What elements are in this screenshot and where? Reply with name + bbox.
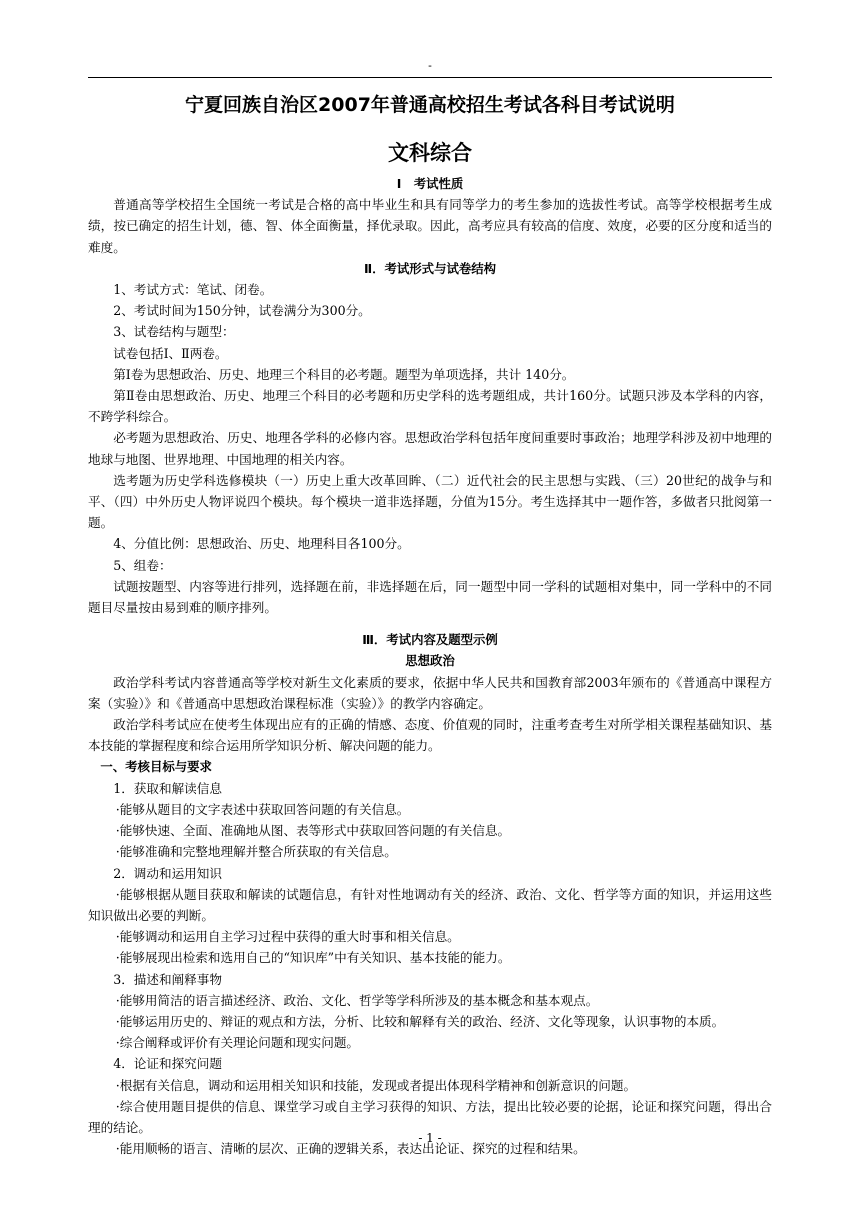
document-subtitle: 文科综合 bbox=[388, 141, 472, 165]
section-heading: Ⅲ．考试内容及题型示例 bbox=[362, 632, 498, 648]
list-item: ·能够快速、全面、准确地从图、表等形式中获取回答问题的有关信息。 bbox=[115, 823, 511, 839]
list-item: 4．论证和探究问题 bbox=[113, 1056, 222, 1072]
list-item: ·能够根据从题目获取和解读的试题信息，有针对性地调动有关的经济、政治、文化、哲学等方面的知识，并运用这些知识做出必要的判断。 bbox=[88, 886, 772, 923]
list-item: 3．描述和阐释事物 bbox=[113, 971, 222, 987]
list-item: ·综合使用题目提供的信息、课堂学习或自主学习获得的知识、方法，提出比较必要的论据，论证和探究问题，得出合理的结论。 bbox=[88, 1098, 772, 1135]
paragraph: 1、考试方式：笔试、闭卷。 bbox=[113, 282, 273, 298]
list-item: ·能用顺畅的语言、清晰的层次、正确的逻辑关系，表达出论证、探究的过程和结果。 bbox=[115, 1141, 586, 1157]
paragraph: 第Ⅰ卷为思想政治、历史、地理三个科目的必考题。题型为单项选择，共计 140分。 bbox=[113, 366, 575, 382]
header-mark: - bbox=[428, 59, 432, 72]
document-body bbox=[88, 173, 772, 1159]
paragraph: 2、考试时间为150分钟，试卷满分为300分。 bbox=[113, 303, 371, 319]
spacer bbox=[88, 618, 772, 629]
list-item: ·综合阐释或评价有关理论问题和现实问题。 bbox=[115, 1035, 360, 1051]
section-heading: Ⅰ 考试性质 bbox=[396, 176, 464, 191]
part-heading: 一、考核目标与要求 bbox=[100, 759, 212, 775]
paragraph: 选考题为历史学科选修模块（一）历史上重大改革回眸、（二）近代社会的民主思想与实践、（三）20世纪的战争与和平、（四）中外历史人物评说四个模块。每个模块一道非选择题，分值为15分。考生选择其中一题作答，多做者只批阅第一题。 bbox=[88, 472, 772, 531]
list-item: ·能够准确和完整地理解并整合所获取的有关信息。 bbox=[115, 844, 397, 860]
list-item: ·能够展现出检索和选用自己的“知识库”中有关知识、基本技能的能力。 bbox=[115, 950, 511, 966]
list-item: ·能够用简洁的语言描述经济、政治、文化、哲学等学科所涉及的基本概念和基本观点。 bbox=[115, 992, 599, 1008]
paragraph: 4、分值比例：思想政治、历史、地理科目各100分。 bbox=[113, 536, 410, 552]
list-item: 1．获取和解读信息 bbox=[113, 780, 222, 796]
paragraph: 普通高等学校招生全国统一考试是合格的高中毕业生和具有同等学力的考生参加的选拔性考试。高等学校根据考生成绩，按已确定的招生计划，德、智、体全面衡量，择优录取。因此，高考应具有较高的信度、效度，必要的区分度和适当的难度。 bbox=[88, 197, 772, 255]
list-item: ·能够运用历史的、辩证的观点和方法，分析、比较和解释有关的政治、经济、文化等现象，认识事物的本质。 bbox=[115, 1013, 725, 1029]
page-number: - 1 - bbox=[418, 1131, 442, 1145]
section-heading: Ⅱ．考试形式与试卷结构 bbox=[363, 260, 497, 276]
list-item: ·能够调动和运用自主学习过程中获得的重大时事和相关信息。 bbox=[115, 929, 460, 945]
header-rule bbox=[88, 77, 772, 78]
paragraph: 试题按题型、内容等进行排列，选择题在前，非选择题在后，同一题型中同一学科的试题相对集中，同一学科中的不同题目尽量按由易到难的顺序排列。 bbox=[88, 578, 772, 616]
subject-heading: 思想政治 bbox=[405, 653, 455, 669]
paragraph: 必考题为思想政治、历史、地理各学科的必修内容。思想政治学科包括年度间重要时事政治；地理学科涉及初中地理的地球与地图、世界地理、中国地理的相关内容。 bbox=[88, 430, 772, 467]
list-item: ·能够从题目的文字表述中获取回答问题的有关信息。 bbox=[115, 801, 410, 817]
paragraph: 3、试卷结构与题型： bbox=[113, 324, 235, 340]
paragraph: 政治学科考试应在使考生体现出应有的正确的情感、态度、价值观的同时，注重考查考生对所学相关课程基础知识、基本技能的掌握程度和综合运用所学知识分析、解决问题的能力。 bbox=[88, 717, 772, 754]
paragraph: 5、组卷： bbox=[113, 557, 172, 573]
list-item: ·根据有关信息，调动和运用相关知识和技能，发现或者提出体现科学精神和创新意识的问题。 bbox=[115, 1077, 637, 1093]
paragraph: 第Ⅱ卷由思想政治、历史、地理三个科目的必考题和历史学科的选考题组成，共计160分。试题只涉及本学科的内容，不跨学科综合。 bbox=[88, 388, 772, 425]
paragraph: 试卷包括Ⅰ、Ⅱ两卷。 bbox=[113, 345, 228, 361]
paragraph: 政治学科考试内容普通高等学校对新生文化素质的要求，依据中华人民共和国教育部2003年颁布的《普通高中课程方案（实验）》和《普通高中思想政治课程标准（实验）》的教学内容确定。 bbox=[88, 674, 772, 711]
document-title: 宁夏回族自治区2007年普通高校招生考试各科目考试说明 bbox=[185, 94, 675, 116]
list-item: 2．调动和运用知识 bbox=[113, 865, 222, 881]
